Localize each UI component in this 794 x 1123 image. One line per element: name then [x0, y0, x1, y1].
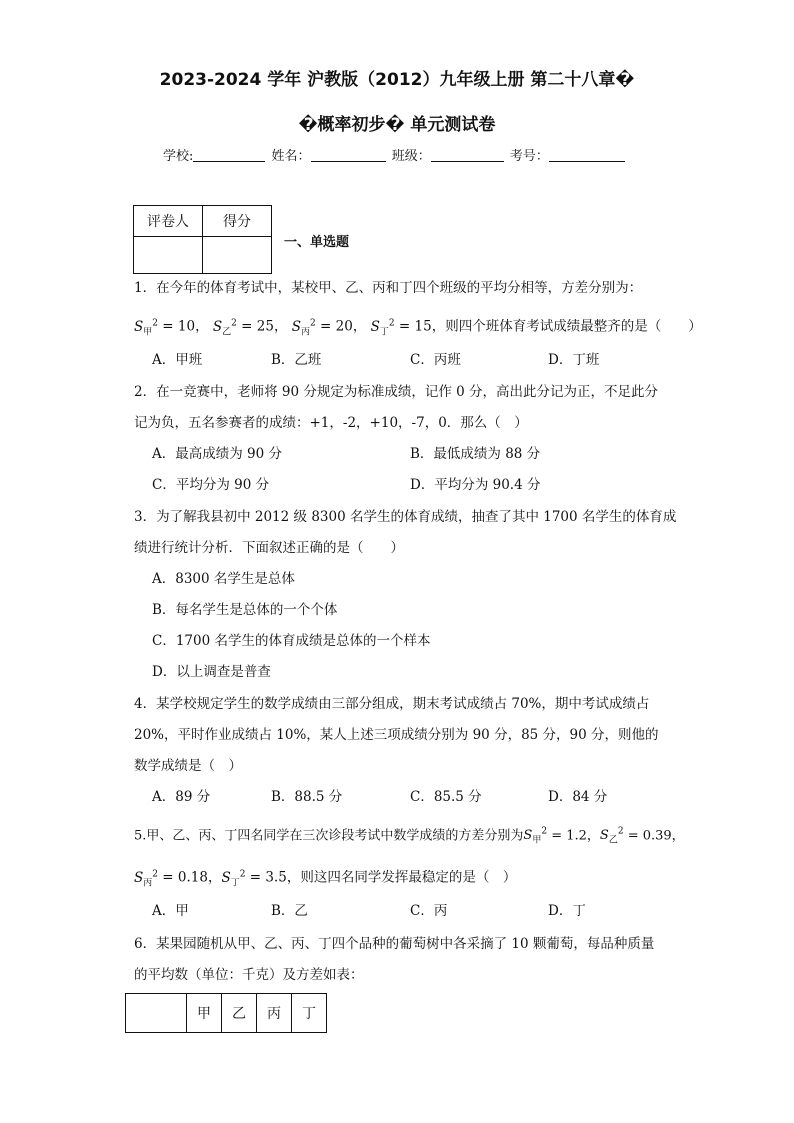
q4-option-a[interactable]: A．89 分 — [152, 789, 211, 805]
q2-option-b[interactable]: B．最低成绩为 88 分 — [410, 446, 541, 462]
q2-stem-line1: 2．在一竞赛中，老师将 90 分规定为标准成绩，记作 0 分，高出此分记为正，不足此分 — [134, 384, 659, 400]
grader-header: 评卷人 — [134, 206, 203, 237]
q2-option-c[interactable]: C．平均分为 90 分 — [152, 477, 270, 493]
page-title-line2: �概率初步� 单元测试卷 — [298, 115, 496, 135]
q2-stem-line2: 记为负，五名参赛者的成绩：+1，-2，+10，-7，0．那么（ ） — [134, 415, 528, 431]
q1-stem-line1: 1．在今年的体育考试中，某校甲、乙、丙和丁四个班级的平均分相等，方差分别为： — [134, 280, 643, 296]
q5-stem-line2: $S_丙^2 = 0.18$，$S_丁^2 = 3.5$，则这四名同学发挥最稳定的是（ ） — [134, 869, 517, 889]
q4-option-b[interactable]: B．88.5 分 — [271, 789, 343, 805]
student-info-row — [163, 145, 627, 164]
q4-option-d[interactable]: D．84 分 — [548, 789, 608, 805]
q3-stem-line2: 绩进行统计分析．下面叙述正确的是（ ） — [134, 540, 404, 556]
q4-stem-line1: 4．某学校规定学生的数学成绩由三部分组成，期末考试成绩占 70%，期中考试成绩占 — [134, 696, 650, 712]
table-header-yi: 乙 — [222, 994, 257, 1033]
q3-option-b[interactable]: B．每名学生是总体的一个个体 — [152, 602, 338, 618]
q1-formula-line: $S_甲^2 = 10$， $S_乙^2 = 25$， $S_丙^2 = 20$， $S_丁^2 = 15$，则四个班体育考试成绩最整齐的是（ ） — [134, 318, 702, 338]
table-header-jia: 甲 — [187, 994, 222, 1033]
q3-option-a[interactable]: A．8300 名学生是总体 — [152, 571, 295, 587]
grader-cell[interactable] — [134, 237, 203, 274]
q2-option-a[interactable]: A．最高成绩为 90 分 — [152, 446, 283, 462]
q1-option-d[interactable]: D．丁班 — [548, 352, 600, 368]
grape-variance-table — [125, 993, 327, 1033]
q6-stem-line1: 6．某果园随机从甲、乙、丙、丁四个品种的葡萄树中各采摘了 10 颗葡萄，每品种质量 — [134, 936, 655, 952]
class-label: 班级： — [391, 149, 431, 164]
page-title-line1: 2023-2024 学年 沪教版（2012）九年级上册 第二十八章� — [159, 70, 635, 90]
school-field[interactable] — [193, 149, 265, 162]
name-label: 姓名： — [271, 149, 311, 164]
q1-option-c[interactable]: C．丙班 — [410, 352, 461, 368]
q2-option-d[interactable]: D．平均分为 90.4 分 — [410, 477, 541, 493]
q1-option-a[interactable]: A．甲班 — [152, 352, 203, 368]
q3-option-c[interactable]: C．1700 名学生的体育成绩是总体的一个样本 — [152, 633, 431, 649]
q4-option-c[interactable]: C．85.5 分 — [410, 789, 482, 805]
score-header: 得分 — [203, 206, 272, 237]
q5-option-c[interactable]: C．丙 — [410, 903, 448, 919]
exam-number-label: 考号： — [509, 149, 549, 164]
q5-option-d[interactable]: D．丁 — [548, 903, 586, 919]
class-field[interactable] — [431, 149, 504, 162]
q3-stem-line1: 3．为了解我县初中 2012 级 8300 名学生的体育成绩，抽查了其中 1700 名学生的体育成 — [134, 509, 677, 525]
table-header-bing: 丙 — [257, 994, 292, 1033]
section-title: 一、单选题 — [284, 235, 350, 250]
q4-stem-line3: 数学成绩是（ ） — [134, 758, 242, 774]
q6-stem-line2: 的平均数（单位：千克）及方差如表： — [134, 967, 364, 983]
table-header-ding: 丁 — [292, 994, 327, 1033]
name-field[interactable] — [311, 149, 386, 162]
q3-option-d[interactable]: D．以上调查是普查 — [152, 664, 271, 680]
q4-stem-line2: 20%，平时作业成绩占 10%，某人上述三项成绩分别为 90 分，85 分，90 分，则他的 — [134, 727, 659, 743]
table-corner-cell — [126, 994, 187, 1033]
q5-option-b[interactable]: B．乙 — [271, 903, 308, 919]
q5-option-a[interactable]: A．甲 — [152, 903, 189, 919]
grader-score-table — [133, 205, 272, 274]
score-cell[interactable] — [203, 237, 272, 274]
q5-stem-line1: 5.甲、乙、丙、丁四名同学在三次诊段考试中数学成绩的方差分别为$S_甲^2 = 1.2$，$S_乙^2 = 0.39$， — [134, 827, 685, 846]
exam-number-field[interactable] — [549, 149, 625, 162]
school-label: 学校: — [163, 149, 194, 164]
q1-option-b[interactable]: B．乙班 — [271, 352, 322, 368]
